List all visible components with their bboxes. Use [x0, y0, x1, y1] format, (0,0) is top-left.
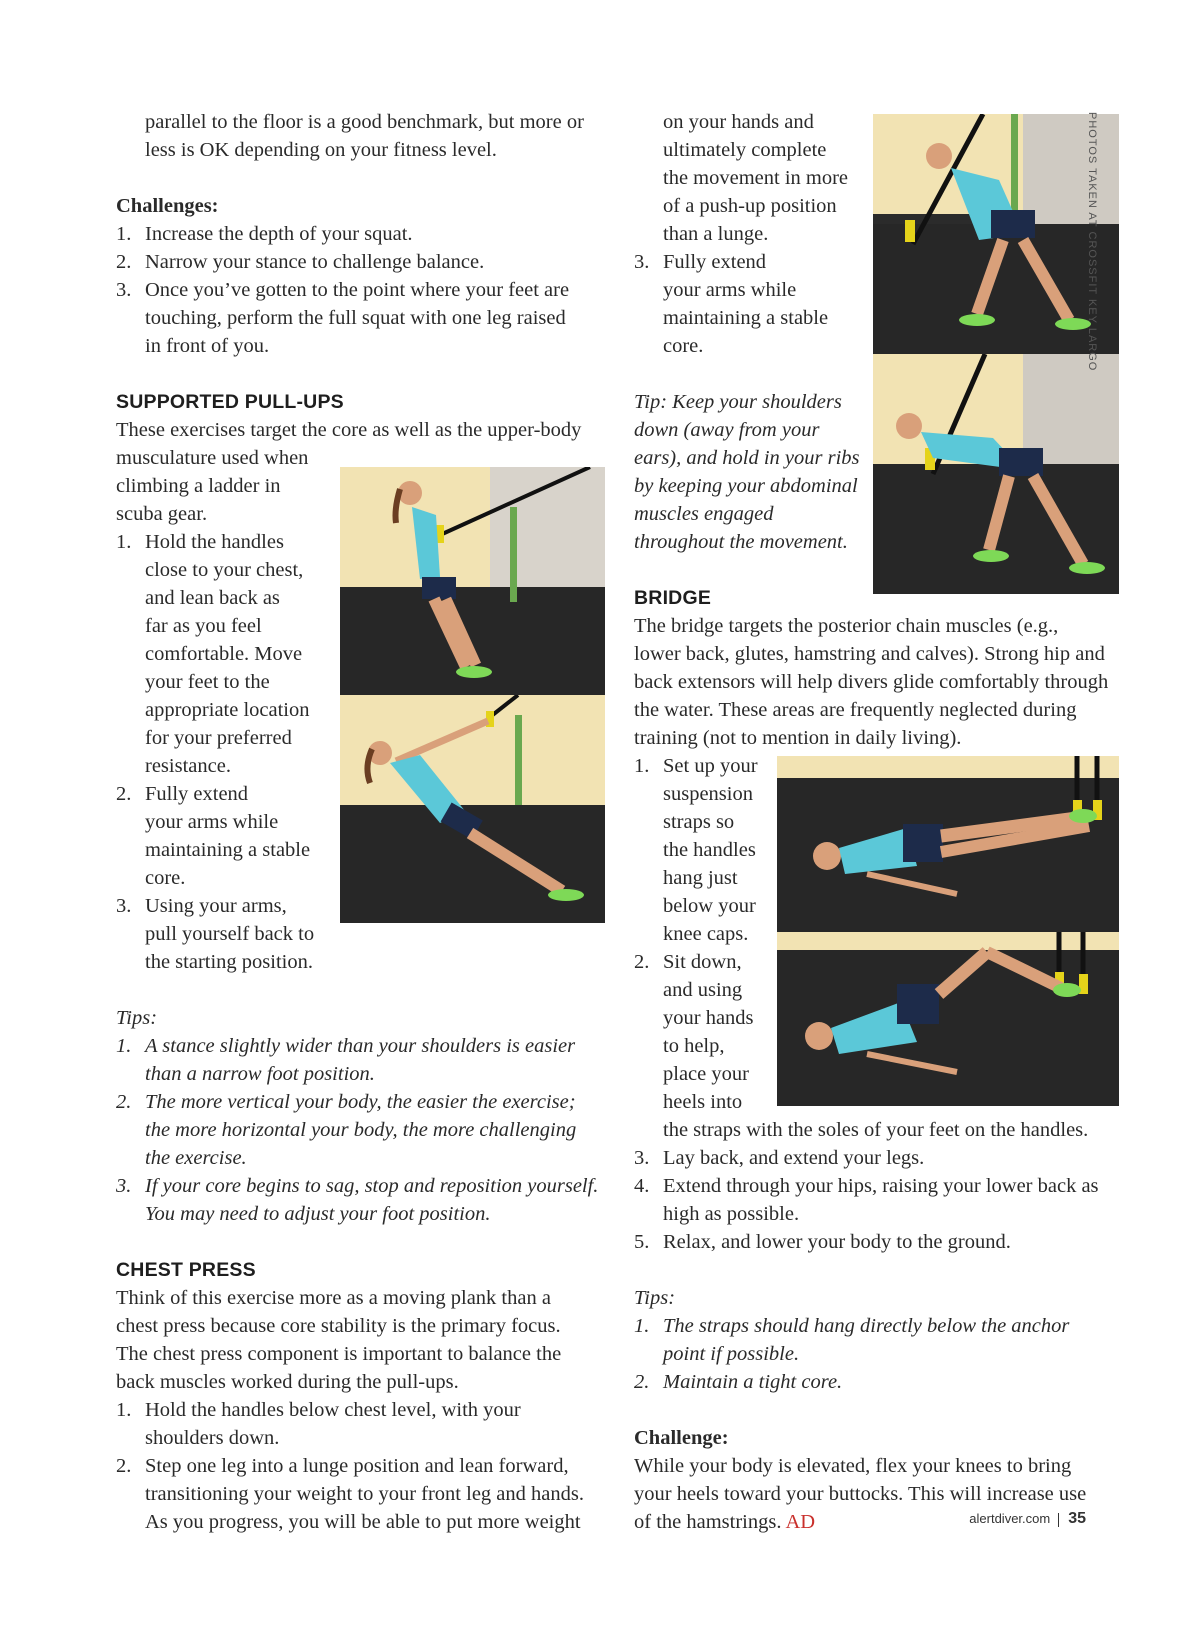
text-line: the movement in more	[663, 167, 849, 189]
list-item-line: The straps should hang directly below the anchor	[663, 1315, 1070, 1337]
text-line: The bridge targets the posterior chain muscles (e.g.,	[634, 615, 1059, 637]
photo-credit-text: PHOTOS TAKEN AT CROSSFIT KEY LARGO	[1086, 112, 1098, 372]
text-line: parallel to the floor is a good benchmark, but more or	[145, 111, 584, 133]
list-item-line: shoulders down.	[145, 1427, 280, 1449]
challenge-text: your heels toward your buttocks. This will increase use	[634, 1483, 1087, 1505]
bridge-heading: BRIDGE	[634, 587, 712, 609]
tips-heading: Tips:	[116, 1007, 158, 1029]
list-number: 1.	[116, 1399, 132, 1421]
athlete-figure	[340, 467, 605, 695]
list-item-line: the exercise.	[145, 1147, 247, 1169]
list-item-line: than a narrow foot position.	[145, 1063, 375, 1085]
list-number: 2.	[116, 251, 132, 273]
text-line: musculature used when	[116, 447, 309, 469]
list-item-line: and using	[663, 979, 743, 1001]
list-item-line: As you progress, you will be able to put more weight	[145, 1511, 581, 1533]
text-line: These exercises target the core as well as the upper-body	[116, 419, 582, 441]
list-number: 1.	[116, 223, 132, 245]
list-item-line: far as you feel	[145, 615, 262, 637]
challenge-text: of the hamstrings.	[634, 1511, 782, 1533]
chest-press-heading: CHEST PRESS	[116, 1259, 256, 1281]
text-line: less is OK depending on your fitness level.	[145, 139, 497, 161]
list-item	[634, 1368, 1126, 1396]
text-line	[634, 1452, 1126, 1480]
list-number: 1.	[634, 1315, 650, 1337]
list-number: 2.	[116, 1455, 132, 1477]
list-item-line: knee caps.	[663, 923, 749, 945]
list-number: 3.	[634, 251, 650, 273]
text-line: the water. These areas are frequently neglected during	[634, 699, 1077, 721]
list-number: 2.	[634, 951, 650, 973]
list-item-line: straps so	[663, 811, 735, 833]
list-item-line: in front of you.	[145, 335, 270, 357]
list-item-line: If your core begins to sag, stop and reposition yourself.	[145, 1175, 599, 1197]
text-line: throughout the movement.	[634, 531, 848, 553]
list-item-line: Fully extend	[663, 251, 767, 273]
text-line: training (not to mention in daily living).	[634, 727, 962, 749]
list-item	[634, 1172, 1126, 1228]
list-item-line: Relax, and lower your body to the ground.	[663, 1231, 1011, 1253]
list-item-line: suspension	[663, 783, 753, 805]
list-number: 5.	[634, 1231, 650, 1253]
list-item-line: your arms while	[145, 811, 279, 833]
text-line: by keeping your abdominal	[634, 475, 858, 497]
end-mark: AD	[785, 1511, 816, 1533]
athlete-figure	[873, 354, 1119, 594]
text-line: back muscles worked during the pull-ups.	[116, 1371, 459, 1393]
list-item-line: pull yourself back to	[145, 923, 315, 945]
numbered-list	[116, 220, 606, 360]
list-item-line: your hands	[663, 1007, 754, 1029]
list-item-line: Sit down,	[663, 951, 742, 973]
text-line	[634, 1480, 1126, 1508]
athlete-figure	[873, 114, 1119, 354]
text-line: of a push-up position	[663, 195, 837, 217]
pullup-photo-extended	[340, 695, 605, 923]
list-number: 3.	[116, 279, 132, 301]
list-item-line: close to your chest,	[145, 559, 304, 581]
list-item-line: Once you’ve gotten to the point where your feet are	[145, 279, 570, 301]
text-line: on your hands and	[663, 111, 814, 133]
challenge-heading: Challenge:	[634, 1427, 729, 1449]
list-item-line: for your preferred	[145, 727, 292, 749]
list-number: 2.	[116, 783, 132, 805]
numbered-list	[116, 1032, 606, 1228]
list-item-line: Extend through your hips, raising your lower back as	[663, 1175, 1099, 1197]
list-number: 2.	[116, 1091, 132, 1113]
list-item-line: Set up your	[663, 755, 758, 777]
list-item-line: Maintain a tight core.	[663, 1371, 843, 1393]
list-item-line: hang just	[663, 867, 738, 889]
text-line: Tip: Keep your shoulders	[634, 391, 842, 413]
list-item-line: Narrow your stance to challenge balance.	[145, 251, 485, 273]
text-line: The chest press component is important to balance the	[116, 1343, 562, 1365]
text-line: ultimately complete	[663, 139, 827, 161]
list-item	[116, 1032, 606, 1088]
list-item	[116, 276, 606, 360]
tips-heading: Tips:	[634, 1287, 676, 1309]
list-number: 3.	[116, 895, 132, 917]
list-item-line: the starting position.	[145, 951, 313, 973]
list-item-line: core.	[663, 335, 704, 357]
list-item-line: the straps with the soles of your feet on the handles.	[663, 1119, 1089, 1141]
list-item-line: The more vertical your body, the easier the exercise;	[145, 1091, 576, 1113]
challenges-heading: Challenges:	[116, 195, 219, 217]
list-item-line: high as possible.	[663, 1203, 800, 1225]
list-item	[634, 1312, 1126, 1368]
list-item-line: point if possible.	[663, 1343, 800, 1365]
chest-press-photo-start	[873, 114, 1119, 354]
text-line: climbing a ladder in	[116, 475, 281, 497]
list-item-line: your feet to the	[145, 671, 270, 693]
list-item-line: Increase the depth of your squat.	[145, 223, 413, 245]
list-item-line: comfortable. Move	[145, 643, 303, 665]
list-item	[116, 1396, 606, 1452]
photo-credit	[1086, 112, 1100, 372]
list-item-line: Step one leg into a lunge position and lean forward,	[145, 1455, 569, 1477]
list-item-line: place your	[663, 1063, 749, 1085]
list-number: 2.	[634, 1371, 650, 1393]
footer-site: alertdiver.com	[969, 1511, 1051, 1526]
text-line: scuba gear.	[116, 503, 208, 525]
page-footer	[940, 1510, 1086, 1528]
athlete-figure	[777, 756, 1119, 932]
list-item-line: A stance slightly wider than your shoulders is easier	[145, 1035, 576, 1057]
list-item-line: maintaining a stable	[145, 839, 311, 861]
list-item-line: core.	[145, 867, 186, 889]
list-item-line: Using your arms,	[145, 895, 287, 917]
list-item	[116, 1172, 606, 1228]
list-item-line: transitioning your weight to your front leg and hands.	[145, 1483, 584, 1505]
list-item-line: the more horizontal your body, the more challenging	[145, 1119, 577, 1141]
pullup-photo-start	[340, 467, 605, 695]
text-line: back extensors will help divers glide comfortably through	[634, 671, 1109, 693]
list-item-line: and lean back as	[145, 587, 280, 609]
text-line: chest press because core stability is the primary focus.	[116, 1315, 561, 1337]
list-number: 1.	[116, 1035, 132, 1057]
list-item-line: your arms while	[663, 279, 797, 301]
list-item	[116, 220, 606, 248]
list-item-line: heels into	[663, 1091, 743, 1113]
text-line: down (away from your	[634, 419, 820, 441]
list-item	[116, 1452, 606, 1536]
list-item-line: maintaining a stable	[663, 307, 829, 329]
list-item-line: to help,	[663, 1035, 725, 1057]
list-item-line: Hold the handles	[145, 531, 284, 553]
page-number: 35	[1068, 1510, 1086, 1527]
supported-pullups-heading: SUPPORTED PULL-UPS	[116, 391, 344, 413]
list-item	[634, 1228, 1126, 1256]
list-number: 1.	[634, 755, 650, 777]
text-line: muscles engaged	[634, 503, 774, 525]
list-item	[634, 1144, 1126, 1172]
list-number: 4.	[634, 1175, 650, 1197]
bridge-photo-raised	[777, 932, 1119, 1106]
list-item-line: Hold the handles below chest level, with your	[145, 1399, 521, 1421]
numbered-list	[116, 1396, 606, 1536]
athlete-figure	[777, 932, 1119, 1106]
list-item-line: resistance.	[145, 755, 231, 777]
list-item	[116, 1088, 606, 1172]
list-item-line: touching, perform the full squat with one leg raised	[145, 307, 566, 329]
list-item-line: You may need to adjust your foot position.	[145, 1203, 491, 1225]
challenge-text: While your body is elevated, flex your knees to bring	[634, 1455, 1072, 1477]
athlete-figure	[340, 695, 605, 923]
list-number: 3.	[116, 1175, 132, 1197]
text-line: Think of this exercise more as a moving plank than a	[116, 1287, 551, 1309]
list-number: 3.	[634, 1147, 650, 1169]
footer-separator	[1058, 1513, 1059, 1527]
list-item-line: below your	[663, 895, 756, 917]
list-item	[116, 248, 606, 276]
text-line: than a lunge.	[663, 223, 769, 245]
text-line: lower back, glutes, hamstring and calves). Strong hip and	[634, 643, 1105, 665]
numbered-list	[634, 1312, 1126, 1396]
list-number: 1.	[116, 531, 132, 553]
list-item-line: appropriate location	[145, 699, 310, 721]
chest-press-photo-extended	[873, 354, 1119, 594]
text-line: ears), and hold in your ribs	[634, 447, 860, 469]
list-item-line: the handles	[663, 839, 756, 861]
list-item-line: Fully extend	[145, 783, 249, 805]
bridge-photo-start	[777, 756, 1119, 932]
list-item-line: Lay back, and extend your legs.	[663, 1147, 925, 1169]
